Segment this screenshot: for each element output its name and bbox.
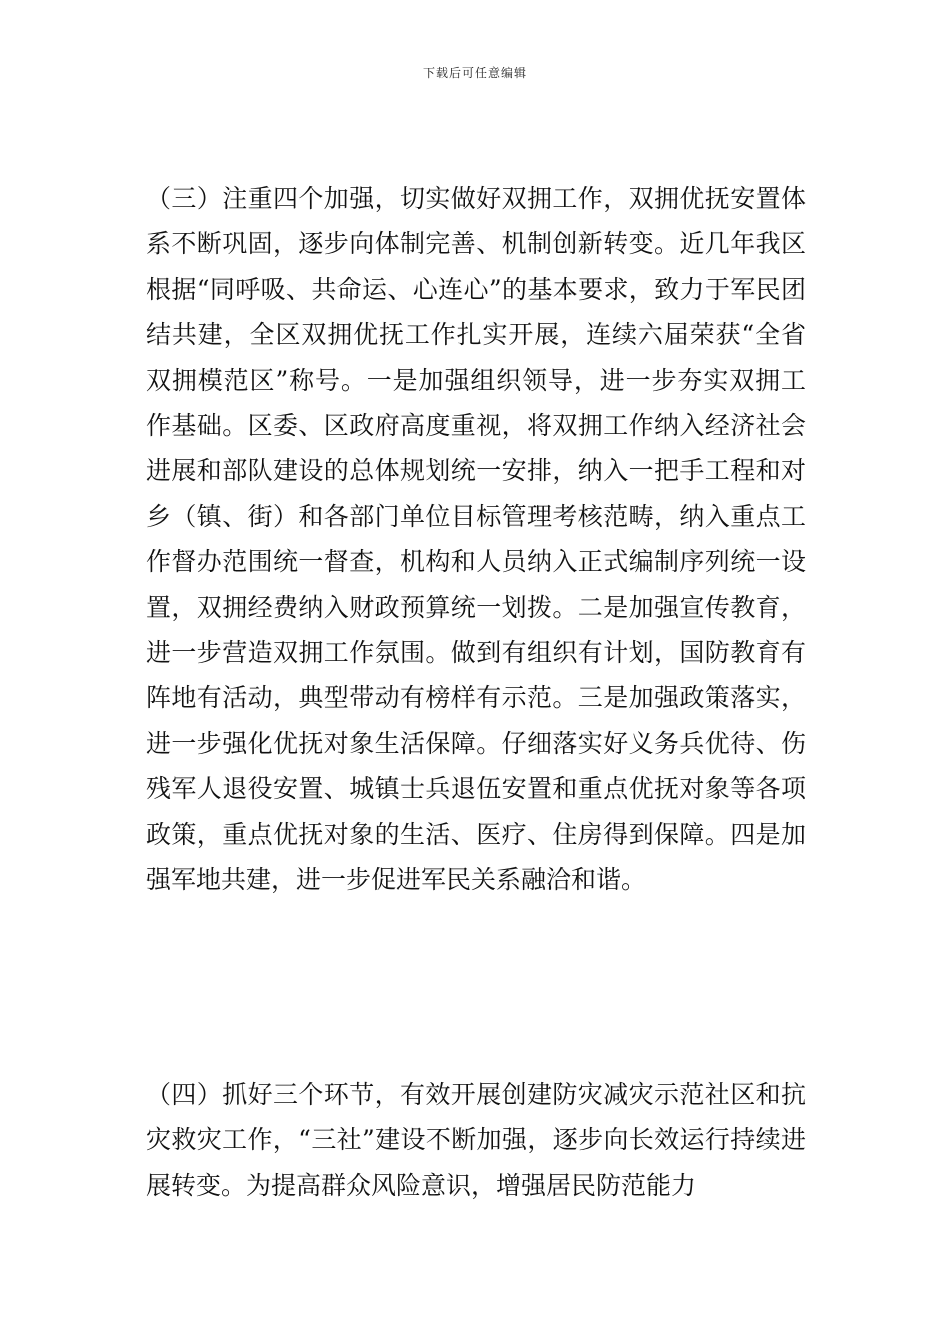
header-note: 下载后可任意编辑 bbox=[422, 66, 527, 80]
paragraph-section-3: （三）注重四个加强，切实做好双拥工作，双拥优抚安置体系不断巩固，逐步向体制完善、机制创新转变。近几年我区根据“同呼吸、共命运、心连心”的基本要求，致力于军民团结共建，全区双拥优抚工作扎实开展，连续六届荣获“全省双拥模范区”称号。一是加强组织领导，进一步夯实双拥工作基础。区委、区政府高度重视，将双拥工作纳入经济社会进展和部队建设的总体规划统一安排，纳入一把手工程和对乡（镇、街）和各部门单位目标管理考核范畴，纳入重点工作督办范围统一督查，机构和人员纳入正式编制序列统一设置，双拥经费纳入财政预算统一划拨。二是加强宣传教育，进一步营造双拥工作氛围。做到有组织有计划，国防教育有阵地有活动，典型带动有榜样有示范。三是加强政策落实，进一步强化优抚对象生活保障。仔细落实好义务兵优待、伤残军人退役安置、城镇士兵退伍安置和重点优抚对象等各项政策，重点优抚对象的生活、医疗、住房得到保障。四是加强军地共建，进一步促进军民关系融洽和谐。 bbox=[146, 184, 806, 895]
paragraph-section-4: （四）抓好三个环节，有效开展创建防灾减灾示范社区和抗灾救灾工作，“三社”建设不断加强，逐步向长效运行持续进展转变。为提高群众风险意识，增强居民防范能力 bbox=[146, 1080, 806, 1200]
